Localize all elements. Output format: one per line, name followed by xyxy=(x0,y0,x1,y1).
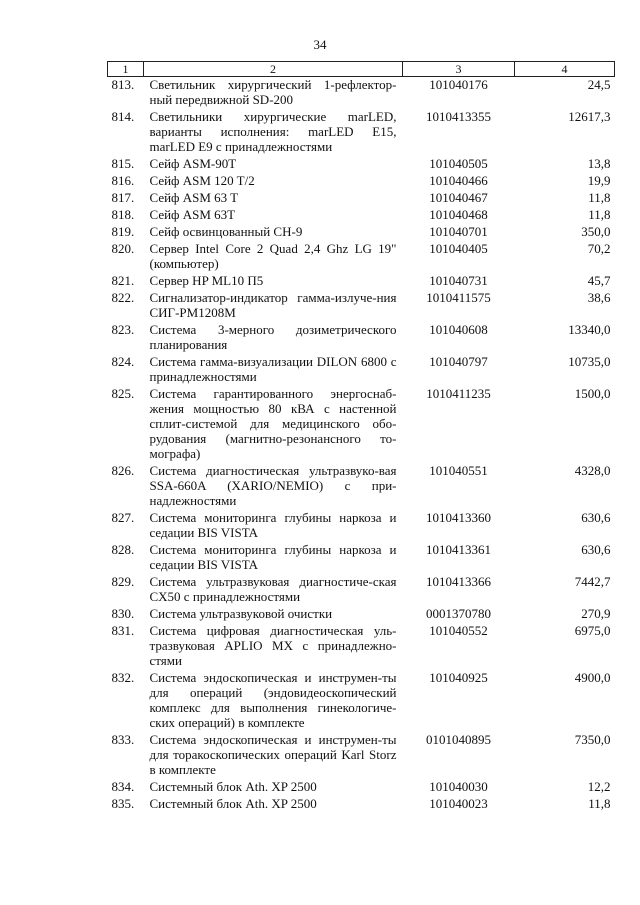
header-col-name: 2 xyxy=(144,62,403,77)
row-number: 815. xyxy=(111,156,135,171)
table-row xyxy=(108,354,615,386)
item-value: 7350,0 xyxy=(574,732,611,747)
item-value: 12,2 xyxy=(587,779,611,794)
item-name: Система мониторинга глубины наркоза и седации BIS VISTA xyxy=(149,510,397,540)
table-row xyxy=(108,207,615,224)
table-row xyxy=(108,606,615,623)
row-number: 813. xyxy=(111,77,135,92)
table-row xyxy=(108,623,615,670)
item-name: Система гарантированного энергоснаб-жения мощностью 80 кВА с настенной сплит-системой для медицинского обо-рудования (магнитно-резонансного то-мографа) xyxy=(149,386,397,461)
row-number: 828. xyxy=(111,542,135,557)
table-row xyxy=(108,796,615,813)
inventory-code: 101040608 xyxy=(429,322,488,337)
item-name: Система ультразвуковая диагностиче-ская CX50 с принадлежностями xyxy=(149,574,397,604)
row-number: 824. xyxy=(111,354,135,369)
inventory-code: 1010413355 xyxy=(426,109,491,124)
row-number: 833. xyxy=(111,732,135,747)
table-row xyxy=(108,322,615,354)
registry-table xyxy=(107,61,615,813)
inventory-code: 101040552 xyxy=(429,623,488,638)
inventory-code: 1010411575 xyxy=(426,290,491,305)
row-number: 820. xyxy=(111,241,135,256)
table-body xyxy=(108,77,615,814)
item-value: 4328,0 xyxy=(574,463,611,478)
item-value: 270,9 xyxy=(581,606,611,621)
item-value: 12617,3 xyxy=(568,109,611,124)
row-number: 822. xyxy=(111,290,135,305)
table-row xyxy=(108,224,615,241)
row-number: 829. xyxy=(111,574,135,589)
item-name: Сигнализатор-индикатор гамма-излуче-ния СИГ-РМ1208М xyxy=(149,290,397,320)
item-name: Светильник хирургический 1-рефлектор-ный передвижной SD-200 xyxy=(149,77,397,107)
item-value: 11,8 xyxy=(588,207,611,222)
inventory-code: 101040505 xyxy=(429,156,488,171)
table-row xyxy=(108,542,615,574)
table-row xyxy=(108,156,615,173)
row-number: 835. xyxy=(111,796,135,811)
table-row xyxy=(108,290,615,322)
table-row xyxy=(108,190,615,207)
inventory-code: 101040030 xyxy=(429,779,488,794)
table-row xyxy=(108,273,615,290)
table-row xyxy=(108,670,615,732)
table-row xyxy=(108,463,615,510)
header-col-value: 4 xyxy=(515,62,615,77)
item-value: 13,8 xyxy=(587,156,611,171)
item-value: 13340,0 xyxy=(568,322,611,337)
item-name: Светильники хирургические marLED, варианты исполнения: marLED E15, marLED E9 с принадлежностями xyxy=(149,109,397,154)
row-number: 830. xyxy=(111,606,135,621)
item-name: Сейф ASM 120 T/2 xyxy=(149,173,255,188)
table-row xyxy=(108,77,615,110)
item-name: Сервер Intel Core 2 Quad 2,4 Ghz LG 19" (компьютер) xyxy=(149,241,397,271)
inventory-code: 101040701 xyxy=(429,224,488,239)
row-number: 823. xyxy=(111,322,135,337)
item-value: 7442,7 xyxy=(574,574,611,589)
item-name: Сервер HP ML10 П5 xyxy=(149,273,264,288)
item-value: 350,0 xyxy=(581,224,611,239)
inventory-code: 1010411235 xyxy=(426,386,491,401)
inventory-code: 101040467 xyxy=(429,190,488,205)
row-number: 816. xyxy=(111,173,135,188)
table-row xyxy=(108,574,615,606)
inventory-code: 101040925 xyxy=(429,670,488,685)
row-number: 827. xyxy=(111,510,135,525)
inventory-code: 101040731 xyxy=(429,273,488,288)
item-value: 11,8 xyxy=(588,796,611,811)
inventory-code: 101040176 xyxy=(429,77,488,92)
item-name: Сейф ASM 63 T xyxy=(149,190,239,205)
table-row xyxy=(108,732,615,779)
row-number: 826. xyxy=(111,463,135,478)
inventory-code: 101040551 xyxy=(429,463,488,478)
inventory-code: 1010413366 xyxy=(426,574,491,589)
table-row xyxy=(108,241,615,273)
item-value: 1500,0 xyxy=(574,386,611,401)
item-name: Сейф освинцованный СН-9 xyxy=(149,224,303,239)
row-number: 814. xyxy=(111,109,135,124)
row-number: 825. xyxy=(111,386,135,401)
row-number: 819. xyxy=(111,224,135,239)
item-value: 19,9 xyxy=(587,173,611,188)
table-row xyxy=(108,109,615,156)
item-name: Система мониторинга глубины наркоза и седации BIS VISTA xyxy=(149,542,397,572)
item-name: Система эндоскопическая и инструмен-ты для торакоскопических операций Karl Storz в комплекте xyxy=(149,732,397,777)
row-number: 834. xyxy=(111,779,135,794)
item-name: Системный блок Ath. XP 2500 xyxy=(149,796,317,811)
item-name: Система цифровая диагностическая уль-тразвуковая APLIO MX с принадлежно-стями xyxy=(149,623,397,668)
item-value: 630,6 xyxy=(581,510,611,525)
item-name: Системный блок Ath. XP 2500 xyxy=(149,779,317,794)
item-name: Сейф ASM 63T xyxy=(149,207,236,222)
row-number: 818. xyxy=(111,207,135,222)
table-row xyxy=(108,386,615,463)
item-value: 4900,0 xyxy=(574,670,611,685)
item-name: Система эндоскопическая и инструмен-ты для операций (эндовидеоскопический комплекс для выполнения гинекологиче-ских операций) в комплекте xyxy=(149,670,397,730)
item-name: Система диагностическая ультразвуко-вая SSA-660A (XARIO/NEMIO) с при-надлежностями xyxy=(149,463,397,508)
inventory-code: 1010413360 xyxy=(426,510,491,525)
item-name: Сейф ASM-90T xyxy=(149,156,237,171)
inventory-code: 101040797 xyxy=(429,354,488,369)
item-name: Система гамма-визуализации DILON 6800 с принадлежностями xyxy=(149,354,397,384)
item-name: Система 3-мерного дозиметрического планирования xyxy=(149,322,397,352)
row-number: 831. xyxy=(111,623,135,638)
inventory-code: 0101040895 xyxy=(426,732,491,747)
item-value: 70,2 xyxy=(587,241,611,256)
table-row xyxy=(108,173,615,190)
page-number: 34 xyxy=(313,37,327,52)
item-value: 630,6 xyxy=(581,542,611,557)
item-value: 45,7 xyxy=(587,273,611,288)
inventory-code: 101040023 xyxy=(429,796,488,811)
inventory-code: 101040405 xyxy=(429,241,488,256)
table-row xyxy=(108,779,615,796)
item-value: 24,5 xyxy=(587,77,611,92)
inventory-code: 0001370780 xyxy=(426,606,491,621)
inventory-code: 101040468 xyxy=(429,207,488,222)
inventory-code: 101040466 xyxy=(429,173,488,188)
table-row xyxy=(108,510,615,542)
item-value: 10735,0 xyxy=(568,354,611,369)
item-value: 11,8 xyxy=(588,190,611,205)
header-col-code: 3 xyxy=(403,62,515,77)
item-value: 38,6 xyxy=(587,290,611,305)
row-number: 832. xyxy=(111,670,135,685)
item-value: 6975,0 xyxy=(574,623,611,638)
row-number: 821. xyxy=(111,273,135,288)
row-number: 817. xyxy=(111,190,135,205)
inventory-code: 1010413361 xyxy=(426,542,491,557)
header-row xyxy=(108,62,615,77)
item-name: Система ультразвуковой очистки xyxy=(149,606,333,621)
header-col-number: 1 xyxy=(108,62,144,77)
